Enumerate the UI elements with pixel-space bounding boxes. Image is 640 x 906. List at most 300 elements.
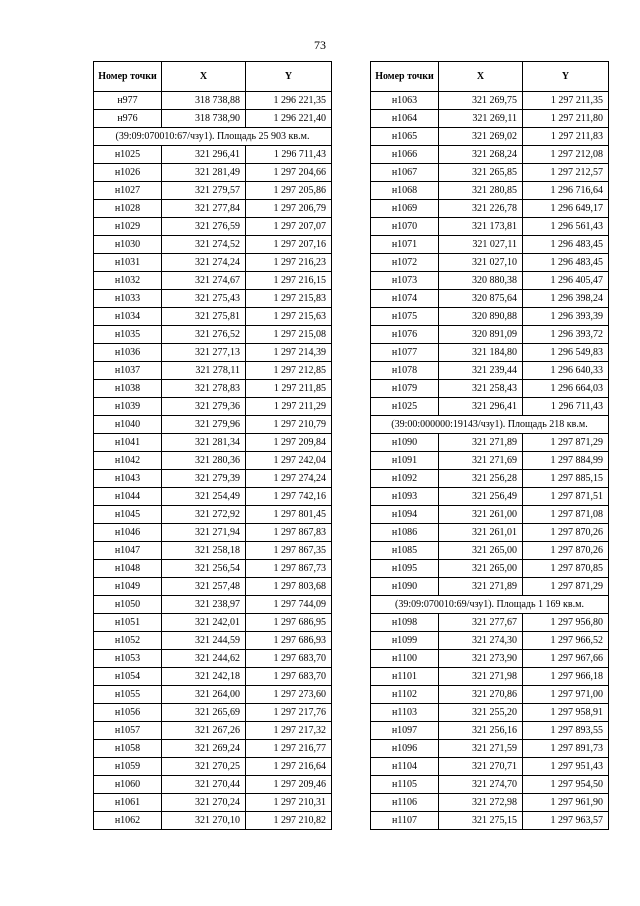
y-coordinate-cell: 1 297 209,84 xyxy=(246,434,332,452)
y-coordinate-cell: 1 297 956,80 xyxy=(523,614,609,632)
x-coordinate-cell: 321 277,13 xyxy=(162,344,246,362)
table-row xyxy=(371,326,609,344)
point-number-cell: н1099 xyxy=(371,632,439,650)
point-number-cell: н977 xyxy=(94,92,162,110)
table-row xyxy=(371,776,609,794)
x-coordinate-cell: 321 275,81 xyxy=(162,308,246,326)
y-coordinate-cell: 1 296 711,43 xyxy=(246,146,332,164)
point-number-cell: н1039 xyxy=(94,398,162,416)
table-row xyxy=(94,146,332,164)
point-number-cell: н1076 xyxy=(371,326,439,344)
x-coordinate-cell: 318 738,90 xyxy=(162,110,246,128)
point-number-cell: н1093 xyxy=(371,488,439,506)
point-number-cell: н1057 xyxy=(94,722,162,740)
table-row xyxy=(94,110,332,128)
y-coordinate-cell: 1 297 210,79 xyxy=(246,416,332,434)
table-row xyxy=(94,164,332,182)
y-coordinate-cell: 1 297 967,66 xyxy=(523,650,609,668)
point-number-cell: н1105 xyxy=(371,776,439,794)
point-number-cell: н1107 xyxy=(371,812,439,830)
section-row xyxy=(94,128,332,146)
point-number-cell: н1051 xyxy=(94,614,162,632)
point-number-cell: н1074 xyxy=(371,290,439,308)
x-coordinate-cell: 321 261,00 xyxy=(439,506,523,524)
point-number-cell: н1038 xyxy=(94,380,162,398)
point-number-cell: н1060 xyxy=(94,776,162,794)
y-coordinate-cell: 1 297 216,77 xyxy=(246,740,332,758)
table-row xyxy=(94,308,332,326)
coordinates-table-right xyxy=(370,61,609,830)
point-number-cell: н1095 xyxy=(371,560,439,578)
point-number-cell: н1063 xyxy=(371,92,439,110)
x-coordinate-cell: 321 268,24 xyxy=(439,146,523,164)
y-coordinate-cell: 1 296 398,24 xyxy=(523,290,609,308)
y-coordinate-cell: 1 297 742,16 xyxy=(246,488,332,506)
point-number-cell: н1065 xyxy=(371,128,439,146)
y-coordinate-cell: 1 296 483,45 xyxy=(523,254,609,272)
table-row xyxy=(94,434,332,452)
point-number-cell: н1064 xyxy=(371,110,439,128)
point-number-cell: н1047 xyxy=(94,542,162,560)
table-row xyxy=(371,614,609,632)
table-row xyxy=(371,686,609,704)
y-coordinate-cell: 1 297 273,60 xyxy=(246,686,332,704)
point-number-cell: н976 xyxy=(94,110,162,128)
header-point-number: Номер точки xyxy=(94,62,162,92)
table-row xyxy=(371,272,609,290)
point-number-cell: н1040 xyxy=(94,416,162,434)
y-coordinate-cell: 1 296 561,43 xyxy=(523,218,609,236)
x-coordinate-cell: 321 226,78 xyxy=(439,200,523,218)
x-coordinate-cell: 321 264,00 xyxy=(162,686,246,704)
x-coordinate-cell: 321 184,80 xyxy=(439,344,523,362)
point-number-cell: н1100 xyxy=(371,650,439,668)
table-row xyxy=(371,812,609,830)
point-number-cell: н1048 xyxy=(94,560,162,578)
y-coordinate-cell: 1 297 971,00 xyxy=(523,686,609,704)
y-coordinate-cell: 1 297 211,29 xyxy=(246,398,332,416)
point-number-cell: н1036 xyxy=(94,344,162,362)
x-coordinate-cell: 321 271,69 xyxy=(439,452,523,470)
table-row xyxy=(94,704,332,722)
point-number-cell: н1071 xyxy=(371,236,439,254)
table-row xyxy=(371,704,609,722)
point-number-cell: н1066 xyxy=(371,146,439,164)
y-coordinate-cell: 1 297 801,45 xyxy=(246,506,332,524)
x-coordinate-cell: 321 255,20 xyxy=(439,704,523,722)
x-coordinate-cell: 321 256,16 xyxy=(439,722,523,740)
point-number-cell: н1041 xyxy=(94,434,162,452)
table-row xyxy=(371,128,609,146)
page-number: 73 xyxy=(314,38,326,52)
x-coordinate-cell: 321 027,10 xyxy=(439,254,523,272)
table-row xyxy=(94,254,332,272)
table-row xyxy=(94,488,332,506)
y-coordinate-cell: 1 297 803,68 xyxy=(246,578,332,596)
table-row xyxy=(371,542,609,560)
point-number-cell: н1049 xyxy=(94,578,162,596)
y-coordinate-cell: 1 297 274,24 xyxy=(246,470,332,488)
table-row xyxy=(371,254,609,272)
table-row xyxy=(371,236,609,254)
x-coordinate-cell: 321 265,69 xyxy=(162,704,246,722)
y-coordinate-cell: 1 297 871,29 xyxy=(523,578,609,596)
x-coordinate-cell: 321 296,41 xyxy=(162,146,246,164)
point-number-cell: н1069 xyxy=(371,200,439,218)
table-row xyxy=(371,740,609,758)
x-coordinate-cell: 321 244,62 xyxy=(162,650,246,668)
y-coordinate-cell: 1 297 871,51 xyxy=(523,488,609,506)
x-coordinate-cell: 321 270,86 xyxy=(439,686,523,704)
point-number-cell: н1067 xyxy=(371,164,439,182)
x-coordinate-cell: 321 278,83 xyxy=(162,380,246,398)
x-coordinate-cell: 321 027,11 xyxy=(439,236,523,254)
table-row xyxy=(371,470,609,488)
table-row xyxy=(94,182,332,200)
y-coordinate-cell: 1 297 966,52 xyxy=(523,632,609,650)
table-row xyxy=(94,362,332,380)
table-header-row xyxy=(371,62,609,92)
y-coordinate-cell: 1 297 217,76 xyxy=(246,704,332,722)
point-number-cell: н1079 xyxy=(371,380,439,398)
point-number-cell: н1043 xyxy=(94,470,162,488)
y-coordinate-cell: 1 297 686,93 xyxy=(246,632,332,650)
table-row xyxy=(371,308,609,326)
y-coordinate-cell: 1 297 212,57 xyxy=(523,164,609,182)
y-coordinate-cell: 1 297 683,70 xyxy=(246,668,332,686)
x-coordinate-cell: 321 270,71 xyxy=(439,758,523,776)
table-row xyxy=(94,632,332,650)
y-coordinate-cell: 1 297 211,85 xyxy=(246,380,332,398)
x-coordinate-cell: 321 274,24 xyxy=(162,254,246,272)
x-coordinate-cell: 321 256,28 xyxy=(439,470,523,488)
point-number-cell: н1032 xyxy=(94,272,162,290)
x-coordinate-cell: 321 277,67 xyxy=(439,614,523,632)
y-coordinate-cell: 1 297 867,35 xyxy=(246,542,332,560)
x-coordinate-cell: 321 274,67 xyxy=(162,272,246,290)
y-coordinate-cell: 1 296 640,33 xyxy=(523,362,609,380)
x-coordinate-cell: 321 258,18 xyxy=(162,542,246,560)
point-number-cell: н1045 xyxy=(94,506,162,524)
x-coordinate-cell: 321 254,49 xyxy=(162,488,246,506)
y-coordinate-cell: 1 297 884,99 xyxy=(523,452,609,470)
point-number-cell: н1073 xyxy=(371,272,439,290)
x-coordinate-cell: 321 173,81 xyxy=(439,218,523,236)
y-coordinate-cell: 1 296 393,72 xyxy=(523,326,609,344)
point-number-cell: н1059 xyxy=(94,758,162,776)
point-number-cell: н1106 xyxy=(371,794,439,812)
y-coordinate-cell: 1 297 958,91 xyxy=(523,704,609,722)
table-row xyxy=(371,290,609,308)
header-x: X xyxy=(162,62,246,92)
y-coordinate-cell: 1 297 951,43 xyxy=(523,758,609,776)
table-row xyxy=(94,668,332,686)
y-coordinate-cell: 1 297 207,16 xyxy=(246,236,332,254)
point-number-cell: н1098 xyxy=(371,614,439,632)
point-number-cell: н1058 xyxy=(94,740,162,758)
x-coordinate-cell: 321 269,11 xyxy=(439,110,523,128)
point-number-cell: н1077 xyxy=(371,344,439,362)
point-number-cell: н1068 xyxy=(371,182,439,200)
x-coordinate-cell: 321 270,44 xyxy=(162,776,246,794)
point-number-cell: н1044 xyxy=(94,488,162,506)
point-number-cell: н1101 xyxy=(371,668,439,686)
point-number-cell: н1052 xyxy=(94,632,162,650)
x-coordinate-cell: 321 272,98 xyxy=(439,794,523,812)
y-coordinate-cell: 1 297 867,73 xyxy=(246,560,332,578)
y-coordinate-cell: 1 297 215,08 xyxy=(246,326,332,344)
header-y: Y xyxy=(246,62,332,92)
x-coordinate-cell: 321 278,11 xyxy=(162,362,246,380)
y-coordinate-cell: 1 297 204,66 xyxy=(246,164,332,182)
point-number-cell: н1104 xyxy=(371,758,439,776)
x-coordinate-cell: 321 244,59 xyxy=(162,632,246,650)
x-coordinate-cell: 321 276,52 xyxy=(162,326,246,344)
y-coordinate-cell: 1 297 215,63 xyxy=(246,308,332,326)
table-row xyxy=(371,578,609,596)
table-row xyxy=(94,776,332,794)
x-coordinate-cell: 321 277,84 xyxy=(162,200,246,218)
point-number-cell: н1054 xyxy=(94,668,162,686)
table-row xyxy=(94,416,332,434)
point-number-cell: н1070 xyxy=(371,218,439,236)
x-coordinate-cell: 321 256,49 xyxy=(439,488,523,506)
y-coordinate-cell: 1 297 216,15 xyxy=(246,272,332,290)
table-row xyxy=(94,812,332,830)
y-coordinate-cell: 1 297 216,64 xyxy=(246,758,332,776)
x-coordinate-cell: 321 257,48 xyxy=(162,578,246,596)
x-coordinate-cell: 321 265,00 xyxy=(439,560,523,578)
table-row xyxy=(94,344,332,362)
x-coordinate-cell: 321 279,36 xyxy=(162,398,246,416)
x-coordinate-cell: 321 296,41 xyxy=(439,398,523,416)
x-coordinate-cell: 321 270,10 xyxy=(162,812,246,830)
point-number-cell: н1030 xyxy=(94,236,162,254)
table-row xyxy=(94,722,332,740)
table-row xyxy=(94,272,332,290)
table-row xyxy=(371,362,609,380)
point-number-cell: н1061 xyxy=(94,794,162,812)
x-coordinate-cell: 321 258,43 xyxy=(439,380,523,398)
point-number-cell: н1027 xyxy=(94,182,162,200)
x-coordinate-cell: 321 274,52 xyxy=(162,236,246,254)
point-number-cell: н1102 xyxy=(371,686,439,704)
point-number-cell: н1055 xyxy=(94,686,162,704)
table-row xyxy=(94,506,332,524)
x-coordinate-cell: 321 274,70 xyxy=(439,776,523,794)
y-coordinate-cell: 1 297 215,83 xyxy=(246,290,332,308)
table-header-row xyxy=(94,62,332,92)
y-coordinate-cell: 1 297 963,57 xyxy=(523,812,609,830)
y-coordinate-cell: 1 297 683,70 xyxy=(246,650,332,668)
x-coordinate-cell: 321 269,24 xyxy=(162,740,246,758)
table-row xyxy=(94,614,332,632)
section-row xyxy=(371,596,609,614)
y-coordinate-cell: 1 297 210,31 xyxy=(246,794,332,812)
table-row xyxy=(94,542,332,560)
point-number-cell: н1062 xyxy=(94,812,162,830)
point-number-cell: н1085 xyxy=(371,542,439,560)
y-coordinate-cell: 1 297 870,85 xyxy=(523,560,609,578)
x-coordinate-cell: 321 256,54 xyxy=(162,560,246,578)
table-row xyxy=(94,218,332,236)
table-row xyxy=(371,758,609,776)
y-coordinate-cell: 1 296 711,43 xyxy=(523,398,609,416)
x-coordinate-cell: 321 269,02 xyxy=(439,128,523,146)
x-coordinate-cell: 321 265,85 xyxy=(439,164,523,182)
table-row xyxy=(94,236,332,254)
x-coordinate-cell: 321 280,85 xyxy=(439,182,523,200)
table-row xyxy=(371,668,609,686)
table-row xyxy=(371,182,609,200)
y-coordinate-cell: 1 297 217,32 xyxy=(246,722,332,740)
section-title: (39:09:070010:69/чзу1). Площадь 1 169 кв.м. xyxy=(371,596,609,614)
table-row xyxy=(94,398,332,416)
y-coordinate-cell: 1 297 870,26 xyxy=(523,524,609,542)
x-coordinate-cell: 321 275,43 xyxy=(162,290,246,308)
table-row xyxy=(94,650,332,668)
point-number-cell: н1033 xyxy=(94,290,162,308)
table-row xyxy=(94,758,332,776)
y-coordinate-cell: 1 297 242,04 xyxy=(246,452,332,470)
y-coordinate-cell: 1 297 207,07 xyxy=(246,218,332,236)
x-coordinate-cell: 321 267,26 xyxy=(162,722,246,740)
x-coordinate-cell: 321 279,96 xyxy=(162,416,246,434)
section-title: (39:09:070010:67/чзу1). Площадь 25 903 кв.м. xyxy=(94,128,332,146)
y-coordinate-cell: 1 297 954,50 xyxy=(523,776,609,794)
y-coordinate-cell: 1 296 483,45 xyxy=(523,236,609,254)
table-row xyxy=(94,740,332,758)
y-coordinate-cell: 1 297 211,35 xyxy=(523,92,609,110)
y-coordinate-cell: 1 297 870,26 xyxy=(523,542,609,560)
table-row xyxy=(371,452,609,470)
x-coordinate-cell: 321 271,89 xyxy=(439,434,523,452)
x-coordinate-cell: 321 272,92 xyxy=(162,506,246,524)
x-coordinate-cell: 321 276,59 xyxy=(162,218,246,236)
y-coordinate-cell: 1 297 206,79 xyxy=(246,200,332,218)
point-number-cell: н1026 xyxy=(94,164,162,182)
table-row xyxy=(371,650,609,668)
y-coordinate-cell: 1 297 211,80 xyxy=(523,110,609,128)
table-row xyxy=(94,380,332,398)
table-row xyxy=(94,596,332,614)
point-number-cell: н1078 xyxy=(371,362,439,380)
table-row xyxy=(371,722,609,740)
x-coordinate-cell: 321 239,44 xyxy=(439,362,523,380)
table-row xyxy=(94,92,332,110)
header-point-number: Номер точки xyxy=(371,62,439,92)
y-coordinate-cell: 1 297 744,09 xyxy=(246,596,332,614)
table-row xyxy=(94,560,332,578)
table-row xyxy=(371,92,609,110)
coordinates-table-left xyxy=(93,61,332,830)
table-row xyxy=(371,164,609,182)
table-row xyxy=(371,794,609,812)
point-number-cell: н1029 xyxy=(94,218,162,236)
table-row xyxy=(371,344,609,362)
y-coordinate-cell: 1 297 212,08 xyxy=(523,146,609,164)
y-coordinate-cell: 1 297 209,46 xyxy=(246,776,332,794)
table-row xyxy=(94,326,332,344)
x-coordinate-cell: 321 271,94 xyxy=(162,524,246,542)
point-number-cell: н1072 xyxy=(371,254,439,272)
table-row xyxy=(94,578,332,596)
y-coordinate-cell: 1 297 210,82 xyxy=(246,812,332,830)
x-coordinate-cell: 321 274,30 xyxy=(439,632,523,650)
x-coordinate-cell: 320 880,38 xyxy=(439,272,523,290)
x-coordinate-cell: 321 271,98 xyxy=(439,668,523,686)
x-coordinate-cell: 320 891,09 xyxy=(439,326,523,344)
point-number-cell: н1031 xyxy=(94,254,162,272)
x-coordinate-cell: 321 271,59 xyxy=(439,740,523,758)
point-number-cell: н1075 xyxy=(371,308,439,326)
point-number-cell: н1050 xyxy=(94,596,162,614)
point-number-cell: н1086 xyxy=(371,524,439,542)
point-number-cell: н1096 xyxy=(371,740,439,758)
table-row xyxy=(371,434,609,452)
point-number-cell: н1094 xyxy=(371,506,439,524)
y-coordinate-cell: 1 296 221,35 xyxy=(246,92,332,110)
y-coordinate-cell: 1 296 649,17 xyxy=(523,200,609,218)
y-coordinate-cell: 1 297 966,18 xyxy=(523,668,609,686)
y-coordinate-cell: 1 297 961,90 xyxy=(523,794,609,812)
x-coordinate-cell: 321 271,89 xyxy=(439,578,523,596)
x-coordinate-cell: 321 273,90 xyxy=(439,650,523,668)
y-coordinate-cell: 1 297 205,86 xyxy=(246,182,332,200)
y-coordinate-cell: 1 297 891,73 xyxy=(523,740,609,758)
x-coordinate-cell: 321 279,57 xyxy=(162,182,246,200)
y-coordinate-cell: 1 297 214,39 xyxy=(246,344,332,362)
point-number-cell: н1092 xyxy=(371,470,439,488)
y-coordinate-cell: 1 297 867,83 xyxy=(246,524,332,542)
table-row xyxy=(94,200,332,218)
table-row xyxy=(94,290,332,308)
point-number-cell: н1037 xyxy=(94,362,162,380)
x-coordinate-cell: 321 269,75 xyxy=(439,92,523,110)
table-row xyxy=(371,632,609,650)
table-row xyxy=(371,380,609,398)
table-row xyxy=(94,794,332,812)
x-coordinate-cell: 321 281,49 xyxy=(162,164,246,182)
point-number-cell: н1025 xyxy=(371,398,439,416)
table-row xyxy=(371,218,609,236)
x-coordinate-cell: 321 261,01 xyxy=(439,524,523,542)
x-coordinate-cell: 321 270,24 xyxy=(162,794,246,812)
table-row xyxy=(371,200,609,218)
table-row xyxy=(371,146,609,164)
table-row xyxy=(371,506,609,524)
x-coordinate-cell: 320 890,88 xyxy=(439,308,523,326)
point-number-cell: н1034 xyxy=(94,308,162,326)
y-coordinate-cell: 1 297 893,55 xyxy=(523,722,609,740)
x-coordinate-cell: 321 265,00 xyxy=(439,542,523,560)
point-number-cell: н1090 xyxy=(371,434,439,452)
table-row xyxy=(94,524,332,542)
point-number-cell: н1028 xyxy=(94,200,162,218)
point-number-cell: н1091 xyxy=(371,452,439,470)
x-coordinate-cell: 320 875,64 xyxy=(439,290,523,308)
point-number-cell: н1025 xyxy=(94,146,162,164)
y-coordinate-cell: 1 297 871,29 xyxy=(523,434,609,452)
point-number-cell: н1035 xyxy=(94,326,162,344)
point-number-cell: н1097 xyxy=(371,722,439,740)
x-coordinate-cell: 321 270,25 xyxy=(162,758,246,776)
point-number-cell: н1042 xyxy=(94,452,162,470)
y-coordinate-cell: 1 297 871,08 xyxy=(523,506,609,524)
point-number-cell: н1056 xyxy=(94,704,162,722)
x-coordinate-cell: 321 281,34 xyxy=(162,434,246,452)
x-coordinate-cell: 321 275,15 xyxy=(439,812,523,830)
